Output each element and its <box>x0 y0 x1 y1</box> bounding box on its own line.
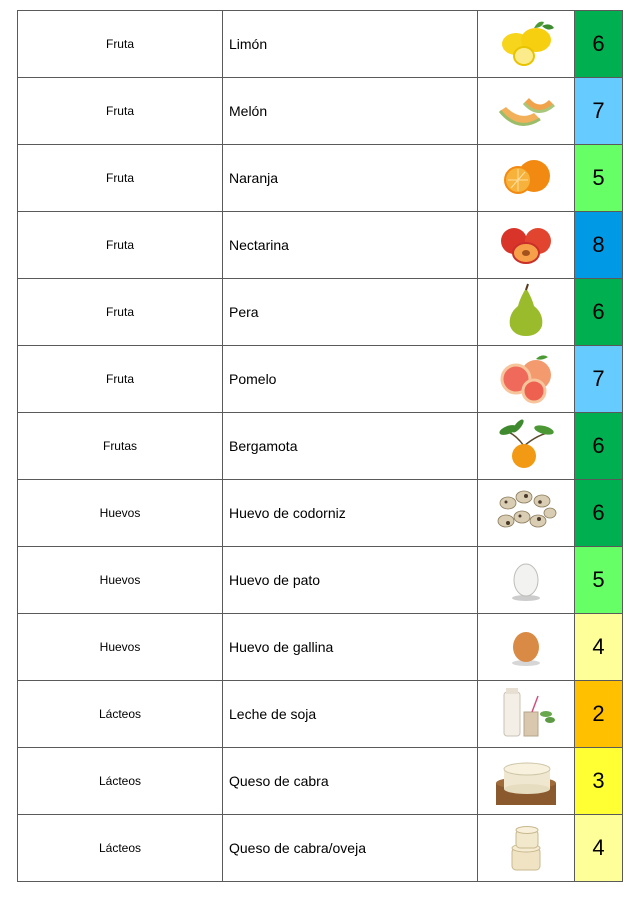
table-row <box>18 815 623 882</box>
table-row <box>18 480 623 547</box>
lemon-icon <box>494 14 558 70</box>
food-name-cell: Naranja <box>223 145 478 212</box>
table-row <box>18 346 623 413</box>
orange-icon <box>494 148 558 204</box>
quail-eggs-icon <box>494 483 558 539</box>
score-cell: 5 <box>575 547 623 614</box>
score-cell: 7 <box>575 346 623 413</box>
score-cell: 5 <box>575 145 623 212</box>
score-cell: 4 <box>575 815 623 882</box>
goat-sheep-cheese-icon <box>494 818 558 874</box>
category-cell: Lácteos <box>18 681 223 748</box>
score-cell: 2 <box>575 681 623 748</box>
food-name-cell: Queso de cabra <box>223 748 478 815</box>
food-name-cell: Queso de cabra/oveja <box>223 815 478 882</box>
category-cell: Fruta <box>18 145 223 212</box>
chicken-egg-icon <box>494 617 558 673</box>
category-cell: Lácteos <box>18 748 223 815</box>
food-name-cell: Huevo de pato <box>223 547 478 614</box>
category-cell: Fruta <box>18 346 223 413</box>
food-name-cell: Leche de soja <box>223 681 478 748</box>
score-cell: 4 <box>575 614 623 681</box>
food-name-cell: Melón <box>223 78 478 145</box>
table-row <box>18 145 623 212</box>
nectarine-icon <box>494 215 558 271</box>
category-cell: Huevos <box>18 614 223 681</box>
category-cell: Fruta <box>18 212 223 279</box>
score-cell: 6 <box>575 279 623 346</box>
duck-egg-icon <box>494 550 558 606</box>
score-cell: 6 <box>575 413 623 480</box>
table-row <box>18 78 623 145</box>
food-table <box>17 10 623 882</box>
grapefruit-icon <box>494 349 558 405</box>
category-cell: Fruta <box>18 78 223 145</box>
table-row <box>18 413 623 480</box>
score-cell: 3 <box>575 748 623 815</box>
score-cell: 8 <box>575 212 623 279</box>
table-row <box>18 681 623 748</box>
bergamot-icon <box>494 416 558 472</box>
table-row <box>18 748 623 815</box>
food-name-cell: Huevo de codorniz <box>223 480 478 547</box>
table-row <box>18 547 623 614</box>
table-row <box>18 614 623 681</box>
table-row <box>18 279 623 346</box>
score-cell: 7 <box>575 78 623 145</box>
food-name-cell: Limón <box>223 11 478 78</box>
food-name-cell: Huevo de gallina <box>223 614 478 681</box>
category-cell: Fruta <box>18 279 223 346</box>
food-name-cell: Nectarina <box>223 212 478 279</box>
soy-milk-icon <box>494 684 558 740</box>
category-cell: Frutas <box>18 413 223 480</box>
score-cell: 6 <box>575 480 623 547</box>
category-cell: Lácteos <box>18 815 223 882</box>
food-name-cell: Bergamota <box>223 413 478 480</box>
category-cell: Huevos <box>18 480 223 547</box>
category-cell: Fruta <box>18 11 223 78</box>
category-cell: Huevos <box>18 547 223 614</box>
goat-cheese-icon <box>494 751 558 807</box>
melon-icon <box>494 81 558 137</box>
table-row <box>18 11 623 78</box>
table-row <box>18 212 623 279</box>
score-cell: 6 <box>575 11 623 78</box>
pear-icon <box>494 282 558 338</box>
food-name-cell: Pomelo <box>223 346 478 413</box>
food-name-cell: Pera <box>223 279 478 346</box>
